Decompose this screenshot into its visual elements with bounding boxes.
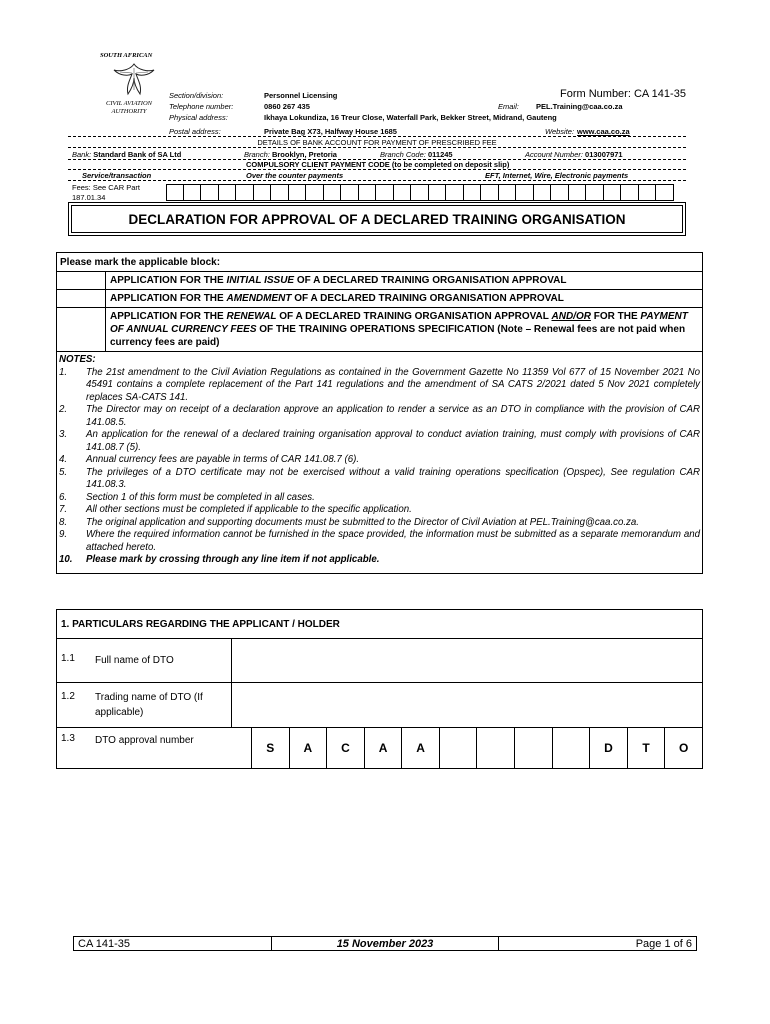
payment-code-box[interactable]	[534, 184, 552, 201]
option-initial-issue	[57, 272, 702, 290]
option-label: APPLICATION FOR THE INITIAL ISSUE OF A DECLARED TRAINING ORGANISATION APPROVAL	[110, 275, 567, 286]
payment-code-box[interactable]	[376, 184, 394, 201]
website-label: Website:	[545, 127, 575, 136]
payment-code-box[interactable]	[254, 184, 272, 201]
notes-section	[57, 352, 702, 573]
payment-code-box[interactable]	[236, 184, 254, 201]
payment-code-box[interactable]	[429, 184, 447, 201]
bank-heading: DETAILS OF BANK ACCOUNT FOR PAYMENT OF PRESCRIBED FEE	[257, 138, 497, 147]
note-item: 3. An application for the renewal of a declared training organisation approval to conduct aviation training, must comply with provisions of CAR 141.08.7 (5).	[59, 429, 700, 453]
payment-code-box[interactable]	[656, 184, 674, 201]
mark-block-heading: Please mark the applicable block:	[57, 253, 702, 272]
full-name-label: Full name of DTO	[95, 655, 174, 666]
footer-form-number: CA 141-35	[74, 937, 272, 950]
logo-name: CIVIL AVIATION AUTHORITY	[106, 100, 152, 115]
section-label: Section/division:	[169, 91, 224, 100]
payment-code-box[interactable]	[499, 184, 517, 201]
note-item: 1. The 21st amendment to the Civil Aviation Regulations as contained in the Government Gazette No 11359 Vol 677 of 15 November 2021 No 45491 contains a complete replacement of the Part 141 regulations and the amendment of SA CATS 2/2021 dated 5 Nov 2021 completely replaces SA-CATS 141.	[59, 366, 700, 403]
divider	[68, 147, 686, 148]
phone-value: 0860 267 435	[264, 102, 310, 111]
section-value: Personnel Licensing	[264, 91, 338, 100]
checkbox-initial-issue[interactable]	[57, 272, 106, 289]
row-trading-name: 1.2 Trading name of DTO (If applicable)	[57, 683, 702, 728]
bank-branch-code: Branch Code: 011245	[380, 150, 453, 159]
note-item: 4. Annual currency fees are payable in terms of CAR 141.08.7 (6).	[59, 454, 360, 465]
bank-name: Bank: Standard Bank of SA Ltd	[72, 150, 182, 159]
application-type-table	[56, 252, 703, 574]
postal-value: Private Bag X73, Halfway House 1685	[264, 127, 397, 136]
payment-code-box[interactable]	[324, 184, 342, 201]
footer-page-number: Page 1 of 6	[635, 937, 692, 950]
approval-number-cell[interactable]	[552, 728, 590, 768]
approval-number-cell: A	[364, 728, 402, 768]
note-item: 9. Where the required information cannot be furnished in the space provided, the information must be submitted as a separate memorandum and attached hereto.	[59, 529, 700, 553]
row-full-name: 1.1 Full name of DTO	[57, 639, 702, 683]
footer-date: 15 November 2023	[272, 937, 499, 950]
page-footer	[73, 936, 697, 951]
payment-code-boxes[interactable]	[166, 184, 674, 201]
payment-code-box[interactable]	[184, 184, 202, 201]
option-renewal	[57, 308, 702, 352]
payment-code-box[interactable]	[639, 184, 657, 201]
approval-number-cell[interactable]	[476, 728, 514, 768]
approval-number-cell[interactable]	[439, 728, 477, 768]
email-label: Email:	[498, 102, 519, 111]
approval-number-cells	[252, 728, 702, 768]
bank-account-number: Account Number: 013007971	[525, 150, 623, 159]
note-item: 7. All other sections must be completed if applicable to the specific application.	[59, 504, 412, 515]
payment-code-box[interactable]	[219, 184, 237, 201]
email-value[interactable]: PEL.Training@caa.co.za	[536, 102, 623, 111]
row-approval-number: 1.3 DTO approval number S A C A A D T O	[57, 728, 702, 768]
payment-code-box[interactable]	[306, 184, 324, 201]
payment-code-box[interactable]	[481, 184, 499, 201]
payment-code-box[interactable]	[341, 184, 359, 201]
trading-name-field[interactable]	[231, 683, 702, 727]
caa-logo-icon	[112, 60, 156, 98]
option-amendment	[57, 290, 702, 308]
page-title: DECLARATION FOR APPROVAL OF A DECLARED TRAINING ORGANISATION	[71, 205, 683, 233]
payment-code-box[interactable]	[446, 184, 464, 201]
approval-number-cell: A	[289, 728, 327, 768]
eft-payments: EFT, Internet, Wire, Electronic payments	[485, 171, 629, 180]
trading-name-label: Trading name of DTO (If applicable)	[95, 692, 203, 718]
approval-number-label: DTO approval number	[95, 735, 194, 746]
option-label: APPLICATION FOR THE RENEWAL OF A DECLARED TRAINING ORGANISATION APPROVAL AND/OR FOR THE PAYMENT OF ANNUAL CURRENCY FEES OF THE TRAINING OPERATIONS SPECIFICATION (Note – Renewal fees are not paid when currency fees are paid)	[110, 311, 688, 348]
payment-code-box[interactable]	[359, 184, 377, 201]
physical-value: Ikhaya Lokundiza, 16 Treur Close, Waterfall Park, Bekker Street, Midrand, Gauteng	[264, 113, 557, 122]
bank-branch: Branch: Brooklyn, Pretoria	[244, 150, 337, 159]
payment-code-box[interactable]	[394, 184, 412, 201]
note-item: 6. Section 1 of this form must be completed in all cases.	[59, 491, 315, 503]
counter-payments: Over the counter payments	[246, 171, 344, 180]
payment-code-box[interactable]	[516, 184, 534, 201]
physical-label: Physical address:	[169, 113, 228, 122]
note-item: 2. The Director may on receipt of a declaration approve an application to render a service as an DTO in compliance with the provision of CAR 141.08.5.	[59, 404, 700, 428]
logo-top-text: SOUTH AFRICAN	[100, 52, 153, 59]
client-payment-code: COMPULSORY CLIENT PAYMENT CODE (to be completed on deposit slip)	[246, 160, 510, 169]
payment-code-box[interactable]	[569, 184, 587, 201]
approval-number-field	[251, 728, 702, 768]
payment-code-box[interactable]	[289, 184, 307, 201]
note-item: 10. Please mark by crossing through any line item if not applicable.	[59, 554, 380, 565]
divider	[68, 169, 686, 170]
payment-code-box[interactable]	[411, 184, 429, 201]
phone-label: Telephone number:	[169, 102, 234, 111]
checkbox-renewal[interactable]	[57, 308, 106, 351]
payment-code-box[interactable]	[271, 184, 289, 201]
payment-code-box[interactable]	[604, 184, 622, 201]
approval-number-cell: A	[401, 728, 439, 768]
checkbox-amendment[interactable]	[57, 290, 106, 307]
option-label: APPLICATION FOR THE AMENDMENT OF A DECLARED TRAINING ORGANISATION APPROVAL	[110, 293, 564, 304]
form-number: Form Number: CA 141-35	[560, 88, 686, 100]
approval-number-cell: D	[589, 728, 627, 768]
payment-code-box[interactable]	[621, 184, 639, 201]
divider	[68, 180, 686, 181]
approval-number-cell: T	[627, 728, 665, 768]
website-link[interactable]: www.caa.co.za	[577, 127, 630, 136]
notes-heading: NOTES:	[59, 354, 96, 365]
payment-code-box[interactable]	[551, 184, 569, 201]
postal-label: Postal address:	[169, 127, 221, 136]
approval-number-cell[interactable]	[514, 728, 552, 768]
note-item: 5. The privileges of a DTO certificate may not be exercised without a valid training operations specification (Opspec), See regulation CAR 141.08.3.	[59, 466, 700, 490]
note-item: 8. The original application and supporting documents must be submitted to the Director of Civil Aviation at PEL.Training@caa.co.za.	[59, 516, 639, 528]
particulars-table	[56, 609, 703, 769]
divider	[68, 136, 686, 137]
approval-number-cell: C	[326, 728, 364, 768]
service-label: Service/transaction	[82, 171, 152, 180]
full-name-field[interactable]	[231, 639, 702, 682]
fees-reference: Fees: See CAR Part 187.01.34	[72, 183, 140, 202]
title-box	[68, 202, 686, 236]
approval-number-cell: O	[664, 728, 702, 768]
particulars-heading: 1. PARTICULARS REGARDING THE APPLICANT / HOLDER	[57, 610, 702, 639]
approval-number-cell: S	[266, 741, 275, 755]
payment-code-box[interactable]	[201, 184, 219, 201]
payment-code-box[interactable]	[586, 184, 604, 201]
payment-code-box[interactable]	[166, 184, 184, 201]
payment-code-box[interactable]	[464, 184, 482, 201]
